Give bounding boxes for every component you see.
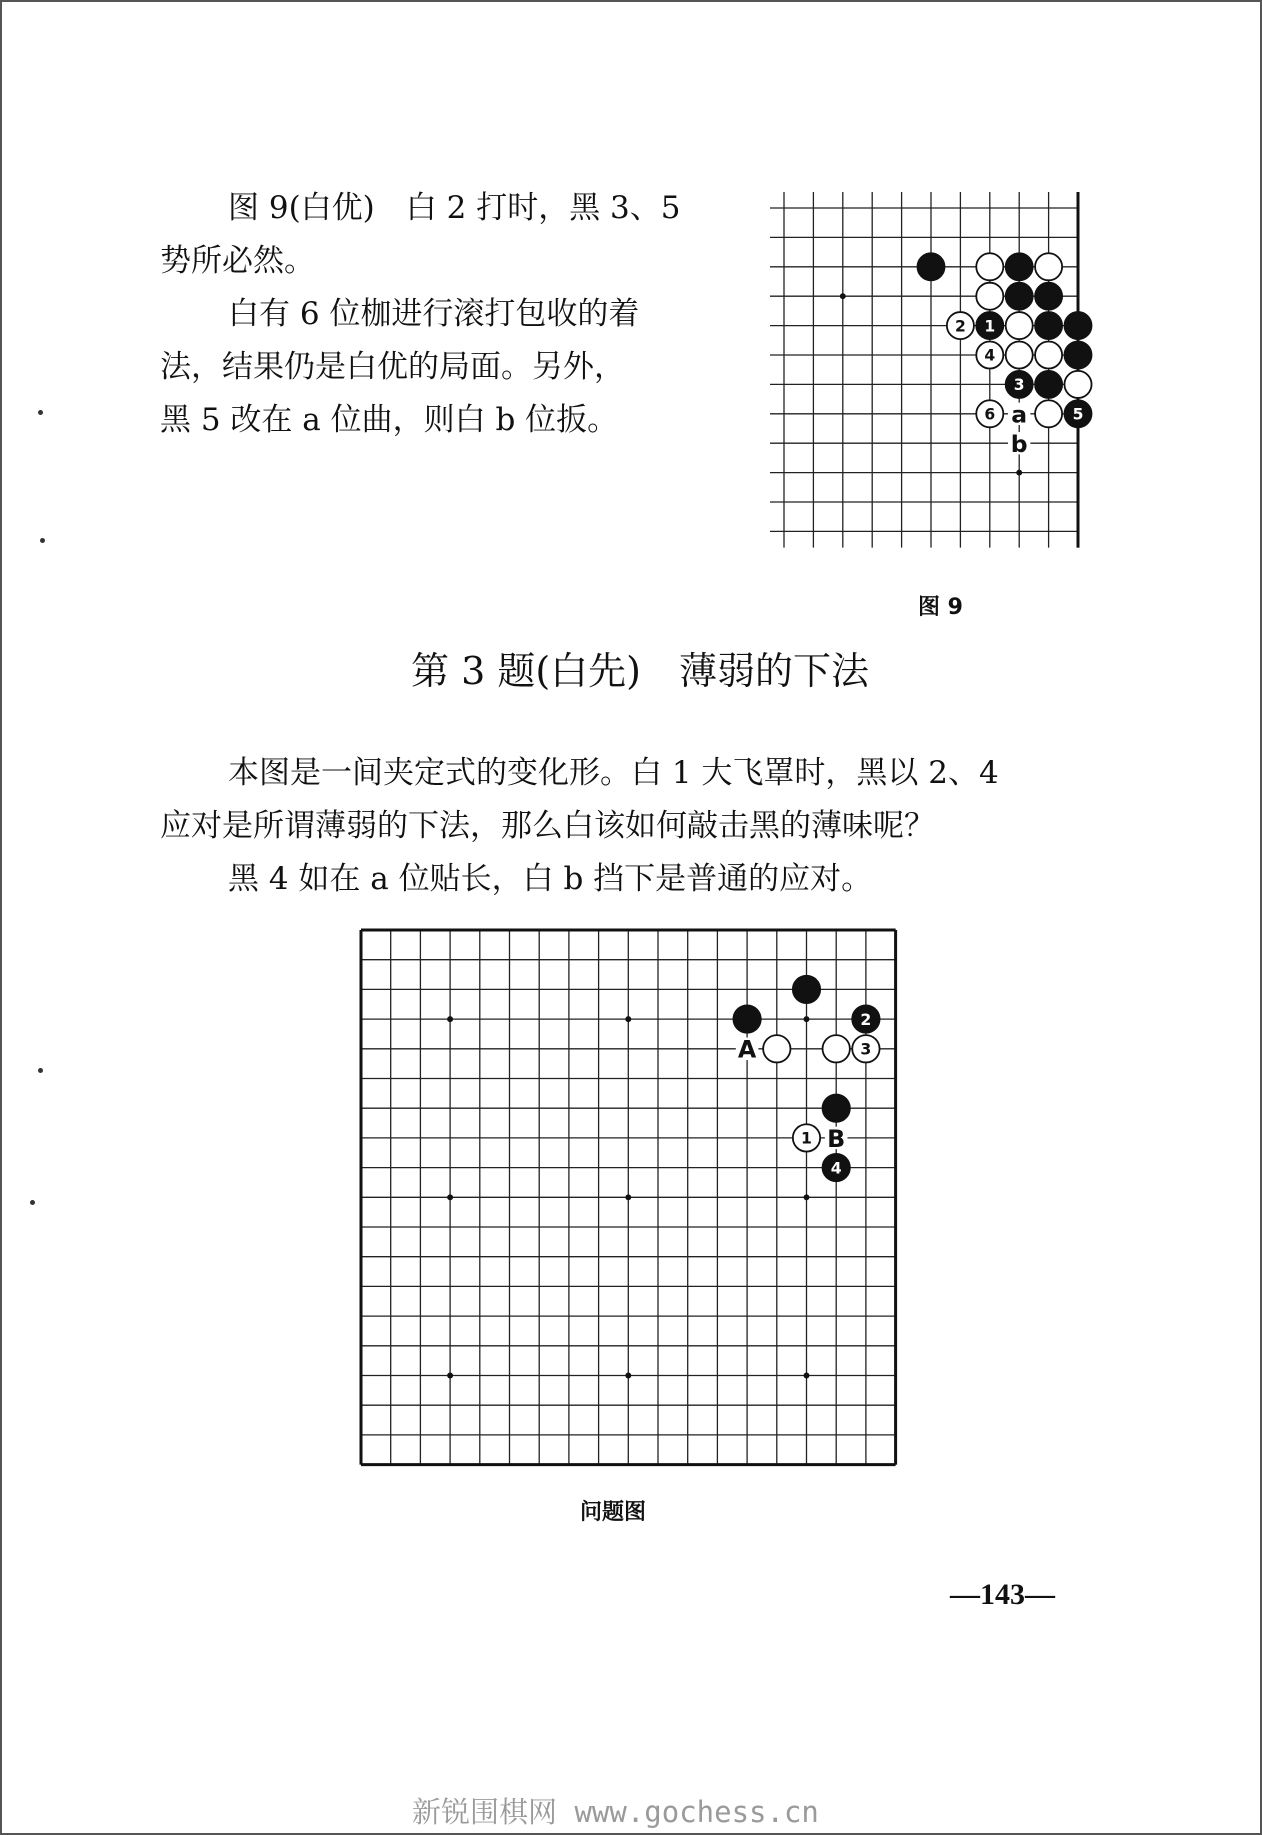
point-label: b <box>1010 430 1028 459</box>
black-stone <box>1035 312 1062 339</box>
move-number: 2 <box>860 1009 872 1029</box>
go-board-problem <box>355 924 903 1470</box>
hoshi-point <box>625 1194 631 1200</box>
white-stone <box>1035 253 1062 280</box>
hoshi-point <box>840 293 846 299</box>
point-label: A <box>737 1035 757 1064</box>
scan-speck <box>40 538 45 543</box>
move-number: 1 <box>801 1128 812 1148</box>
hoshi-point <box>804 1373 810 1379</box>
watermark: 新锐围棋网 www.gochess.cn <box>412 1795 819 1829</box>
white-stone <box>1035 400 1062 427</box>
move-number: 3 <box>860 1039 872 1059</box>
scan-speck <box>38 410 43 415</box>
hoshi-point <box>1016 470 1022 476</box>
black-stone <box>823 1095 850 1122</box>
hoshi-point <box>447 1194 453 1200</box>
white-stone <box>823 1035 850 1062</box>
text-line: 法，结果仍是白优的局面。另外， <box>160 349 625 385</box>
hoshi-point <box>804 1016 810 1022</box>
black-stone <box>1006 283 1033 310</box>
hoshi-point <box>447 1373 453 1379</box>
problem-caption: 问题图 <box>580 1500 647 1525</box>
figure-9-caption: 图 9 <box>918 595 963 620</box>
text-line: 白有 6 位枷进行滚打包收的着 <box>228 296 640 332</box>
move-number: 2 <box>954 317 966 336</box>
text-line: 黑 5 改在 a 位曲，则白 b 位扳。 <box>160 402 619 438</box>
move-number: 6 <box>984 405 996 424</box>
white-stone <box>1006 341 1033 368</box>
move-number: 4 <box>984 346 996 365</box>
hoshi-point <box>447 1016 453 1022</box>
move-number: 3 <box>1013 376 1025 395</box>
white-stone <box>1006 312 1033 339</box>
hoshi-point <box>804 1194 810 1200</box>
point-label: a <box>1011 400 1028 429</box>
white-stone <box>976 283 1003 310</box>
black-stone <box>917 253 944 280</box>
text-line: 图 9(白优) 白 2 打时，黑 3、5 <box>228 190 681 226</box>
problem-title: 第 3 题(白先) 薄弱的下法 <box>411 649 869 693</box>
scan-speck <box>38 1068 43 1073</box>
page-number: —143— <box>950 1578 1055 1611</box>
text-line: 势所必然。 <box>160 243 315 279</box>
move-number: 5 <box>1072 405 1084 424</box>
text-line: 应对是所谓薄弱的下法，那么白该如何敲击黑的薄味呢？ <box>160 808 935 844</box>
white-stone <box>763 1035 790 1062</box>
black-stone <box>1064 341 1091 368</box>
go-board-figure-9 <box>770 192 1118 572</box>
text-line: 本图是一间夹定式的变化形。白 1 大飞罩时，黑以 2、4 <box>228 755 999 791</box>
white-stone <box>1035 341 1062 368</box>
text-line: 黑 4 如在 a 位贴长，白 b 挡下是普通的应对。 <box>228 861 873 897</box>
black-stone <box>793 976 820 1003</box>
black-stone <box>1064 312 1091 339</box>
white-stone <box>1064 371 1091 398</box>
point-label: B <box>827 1124 846 1153</box>
move-number: 4 <box>830 1158 842 1178</box>
black-stone <box>1035 283 1062 310</box>
hoshi-point <box>625 1016 631 1022</box>
fig9-paragraph <box>160 182 740 447</box>
black-stone <box>1006 253 1033 280</box>
black-stone <box>733 1005 760 1032</box>
move-number: 1 <box>984 317 996 336</box>
problem-paragraph <box>160 747 1120 906</box>
white-stone <box>976 253 1003 280</box>
black-stone <box>1035 371 1062 398</box>
hoshi-point <box>625 1373 631 1379</box>
scan-speck <box>30 1200 35 1205</box>
